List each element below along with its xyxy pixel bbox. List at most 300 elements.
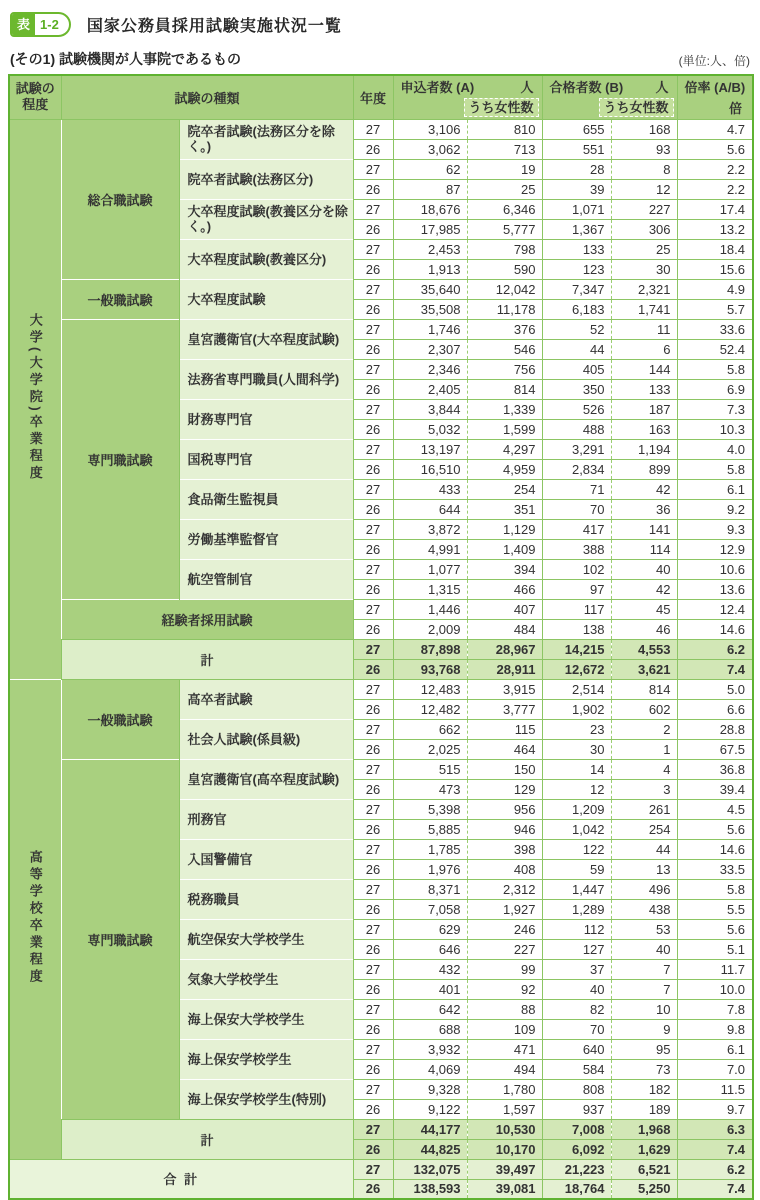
ratio-cell: 33.6: [677, 319, 753, 339]
exam-name-cell: 労働基準監督官: [179, 519, 353, 559]
ratio-cell: 6.1: [677, 479, 753, 499]
ratio-cell: 5.5: [677, 899, 753, 919]
passers-cell: 1,209: [542, 799, 611, 819]
passers-cell: 7,347: [542, 279, 611, 299]
passers-cell: 12,672: [542, 659, 611, 679]
applicants-female-cell: 3,777: [467, 699, 542, 719]
applicants-cell: 629: [393, 919, 467, 939]
category-cell: 専門職試験: [61, 319, 179, 599]
applicants-female-cell: 1,780: [467, 1079, 542, 1099]
ratio-cell: 6.2: [677, 639, 753, 659]
passers-cell: 350: [542, 379, 611, 399]
passers-female-label: うち女性数: [599, 98, 674, 117]
ratio-cell: 67.5: [677, 739, 753, 759]
col-header-level: 試験の程度: [9, 75, 61, 119]
title-bar: [10, 12, 750, 37]
year-cell: 27: [353, 959, 393, 979]
table-row: [9, 759, 753, 779]
applicants-female-cell: 88: [467, 999, 542, 1019]
table-subtitle: (その1) 試験機関が人事院であるもの: [10, 51, 241, 67]
year-cell: 26: [353, 379, 393, 399]
subtotal-label: 計: [61, 1119, 353, 1159]
applicants-cell: 93,768: [393, 659, 467, 679]
ratio-cell: 5.8: [677, 359, 753, 379]
passers-cell: 808: [542, 1079, 611, 1099]
passers-cell: 39: [542, 179, 611, 199]
applicants-female-cell: 19: [467, 159, 542, 179]
passers-female-cell: 42: [611, 479, 677, 499]
applicants-female-cell: 227: [467, 939, 542, 959]
passers-female-cell: 4: [611, 759, 677, 779]
exam-name-cell: 法務省専門職員(人間科学): [179, 359, 353, 399]
passers-female-cell: 93: [611, 139, 677, 159]
passers-unit: 人: [655, 80, 669, 96]
applicants-cell: 2,346: [393, 359, 467, 379]
applicants-cell: 2,453: [393, 239, 467, 259]
passers-female-cell: 182: [611, 1079, 677, 1099]
passers-cell: 28: [542, 159, 611, 179]
passers-cell: 6,092: [542, 1139, 611, 1159]
passers-female-cell: 496: [611, 879, 677, 899]
ratio-cell: 52.4: [677, 339, 753, 359]
passers-female-cell: 163: [611, 419, 677, 439]
passers-female-cell: 12: [611, 179, 677, 199]
applicants-female-cell: 28,967: [467, 639, 542, 659]
applicants-female-cell: 471: [467, 1039, 542, 1059]
col-header-applicants: [393, 75, 542, 119]
page-title: 国家公務員採用試験実施状況一覧: [86, 18, 342, 35]
exam-name-cell: 院卒者試験(法務区分): [179, 159, 353, 199]
year-cell: 27: [353, 1119, 393, 1139]
ratio-cell: 2.2: [677, 159, 753, 179]
ratio-cell: 7.4: [677, 1179, 753, 1199]
subtotal-row: [9, 639, 753, 659]
category-cell: 一般職試験: [61, 279, 179, 319]
ratio-cell: 10.3: [677, 419, 753, 439]
applicants-cell: 644: [393, 499, 467, 519]
ratio-cell: 9.2: [677, 499, 753, 519]
ratio-cell: 4.0: [677, 439, 753, 459]
applicants-female-label: うち女性数: [464, 98, 539, 117]
passers-cell: 133: [542, 239, 611, 259]
passers-cell: 52: [542, 319, 611, 339]
exam-name-cell: 食品衛生監視員: [179, 479, 353, 519]
subtitle-bar: [10, 49, 750, 69]
ratio-cell: 10.0: [677, 979, 753, 999]
passers-cell: 37: [542, 959, 611, 979]
applicants-cell: 12,483: [393, 679, 467, 699]
ratio-cell: 14.6: [677, 619, 753, 639]
ratio-cell: 11.7: [677, 959, 753, 979]
applicants-female-cell: 376: [467, 319, 542, 339]
exam-name-cell: 大卒程度試験(教養区分を除く。): [179, 199, 353, 239]
passers-cell: 640: [542, 1039, 611, 1059]
applicants-cell: 646: [393, 939, 467, 959]
passers-female-cell: 2: [611, 719, 677, 739]
applicants-female-cell: 5,777: [467, 219, 542, 239]
table-row: [9, 679, 753, 699]
year-cell: 27: [353, 879, 393, 899]
applicants-unit: 人: [520, 80, 534, 96]
passers-cell: 12: [542, 779, 611, 799]
year-cell: 26: [353, 1019, 393, 1039]
ratio-cell: 6.3: [677, 1119, 753, 1139]
applicants-female-cell: 11,178: [467, 299, 542, 319]
passers-female-cell: 133: [611, 379, 677, 399]
applicants-cell: 138,593: [393, 1179, 467, 1199]
applicants-female-cell: 3,915: [467, 679, 542, 699]
applicants-female-cell: 10,170: [467, 1139, 542, 1159]
passers-female-cell: 53: [611, 919, 677, 939]
applicants-female-cell: 10,530: [467, 1119, 542, 1139]
passers-female-cell: 10: [611, 999, 677, 1019]
passers-female-cell: 168: [611, 119, 677, 139]
passers-cell: 59: [542, 859, 611, 879]
applicants-cell: 5,032: [393, 419, 467, 439]
passers-cell: 1,042: [542, 819, 611, 839]
year-cell: 27: [353, 839, 393, 859]
passers-female-cell: 6: [611, 339, 677, 359]
passers-female-cell: 40: [611, 939, 677, 959]
ratio-cell: 4.9: [677, 279, 753, 299]
passers-female-cell: 602: [611, 699, 677, 719]
passers-cell: 1,289: [542, 899, 611, 919]
applicants-female-cell: 246: [467, 919, 542, 939]
year-cell: 26: [353, 1179, 393, 1199]
year-cell: 27: [353, 519, 393, 539]
subtotal-row: [9, 1119, 753, 1139]
passers-female-cell: 254: [611, 819, 677, 839]
ratio-cell: 39.4: [677, 779, 753, 799]
passers-cell: 71: [542, 479, 611, 499]
ratio-cell: 6.9: [677, 379, 753, 399]
applicants-cell: 132,075: [393, 1159, 467, 1179]
table-row: [9, 279, 753, 299]
ratio-cell: 5.6: [677, 919, 753, 939]
applicants-female-cell: 25: [467, 179, 542, 199]
year-cell: 27: [353, 159, 393, 179]
ratio-cell: 6.1: [677, 1039, 753, 1059]
passers-cell: 417: [542, 519, 611, 539]
applicants-cell: 3,106: [393, 119, 467, 139]
ratio-cell: 9.7: [677, 1099, 753, 1119]
exam-name-cell: 航空管制官: [179, 559, 353, 599]
badge-number: 1-2: [40, 17, 59, 32]
applicants-cell: 3,062: [393, 139, 467, 159]
passers-female-cell: 1: [611, 739, 677, 759]
passers-cell: 584: [542, 1059, 611, 1079]
applicants-female-cell: 408: [467, 859, 542, 879]
applicants-cell: 9,328: [393, 1079, 467, 1099]
year-cell: 27: [353, 479, 393, 499]
year-cell: 26: [353, 619, 393, 639]
applicants-cell: 44,825: [393, 1139, 467, 1159]
applicants-female-cell: 1,339: [467, 399, 542, 419]
applicants-female-cell: 1,409: [467, 539, 542, 559]
year-cell: 26: [353, 899, 393, 919]
table-number-badge: [10, 12, 71, 37]
ratio-cell: 4.7: [677, 119, 753, 139]
applicants-female-cell: 39,081: [467, 1179, 542, 1199]
applicants-cell: 1,746: [393, 319, 467, 339]
ratio-cell: 18.4: [677, 239, 753, 259]
year-cell: 26: [353, 579, 393, 599]
exam-name-cell: 財務専門官: [179, 399, 353, 439]
ratio-cell: 6.6: [677, 699, 753, 719]
unit-note: (単位:人、倍): [678, 54, 750, 68]
ratio-cell: 7.4: [677, 1139, 753, 1159]
applicants-cell: 18,676: [393, 199, 467, 219]
passers-cell: 7,008: [542, 1119, 611, 1139]
exam-name-cell: 院卒者試験(法務区分を除く。): [179, 119, 353, 159]
passers-female-cell: 7: [611, 959, 677, 979]
passers-cell: 44: [542, 339, 611, 359]
applicants-cell: 35,640: [393, 279, 467, 299]
year-cell: 27: [353, 1159, 393, 1179]
passers-female-cell: 44: [611, 839, 677, 859]
ratio-cell: 13.2: [677, 219, 753, 239]
applicants-cell: 3,844: [393, 399, 467, 419]
applicants-female-cell: 798: [467, 239, 542, 259]
year-cell: 27: [353, 399, 393, 419]
passers-cell: 122: [542, 839, 611, 859]
year-cell: 26: [353, 819, 393, 839]
applicants-female-cell: 4,959: [467, 459, 542, 479]
passers-cell: 112: [542, 919, 611, 939]
passers-female-cell: 73: [611, 1059, 677, 1079]
passers-female-cell: 42: [611, 579, 677, 599]
ratio-cell: 28.8: [677, 719, 753, 739]
ratio-cell: 12.9: [677, 539, 753, 559]
col-header-ratio: [677, 75, 753, 119]
passers-cell: 23: [542, 719, 611, 739]
badge-prefix: 表: [12, 14, 35, 35]
passers-cell: 117: [542, 599, 611, 619]
applicants-female-cell: 946: [467, 819, 542, 839]
passers-female-cell: 814: [611, 679, 677, 699]
exam-name-cell: 海上保安学校学生(特別): [179, 1079, 353, 1119]
category-wide-cell: 経験者採用試験: [61, 599, 353, 639]
ratio-cell: 5.7: [677, 299, 753, 319]
applicants-female-cell: 109: [467, 1019, 542, 1039]
ratio-cell: 7.8: [677, 999, 753, 1019]
ratio-cell: 7.3: [677, 399, 753, 419]
year-cell: 26: [353, 1059, 393, 1079]
passers-female-cell: 8: [611, 159, 677, 179]
applicants-female-cell: 351: [467, 499, 542, 519]
passers-cell: 102: [542, 559, 611, 579]
exam-name-cell: 海上保安大学校学生: [179, 999, 353, 1039]
ratio-label: 倍率 (A/B): [684, 80, 746, 96]
ratio-cell: 5.6: [677, 139, 753, 159]
applicants-female-cell: 466: [467, 579, 542, 599]
year-cell: 26: [353, 459, 393, 479]
passers-cell: 6,183: [542, 299, 611, 319]
applicants-cell: 5,885: [393, 819, 467, 839]
passers-cell: 70: [542, 499, 611, 519]
applicants-female-cell: 394: [467, 559, 542, 579]
ratio-cell: 7.4: [677, 659, 753, 679]
passers-cell: 30: [542, 739, 611, 759]
applicants-cell: 433: [393, 479, 467, 499]
applicants-cell: 1,446: [393, 599, 467, 619]
exam-name-cell: 社会人試験(係員級): [179, 719, 353, 759]
year-cell: 26: [353, 779, 393, 799]
year-cell: 27: [353, 759, 393, 779]
passers-female-cell: 3: [611, 779, 677, 799]
applicants-cell: 3,932: [393, 1039, 467, 1059]
exam-name-cell: 皇宮護衛官(高卒程度試験): [179, 759, 353, 799]
applicants-cell: 1,976: [393, 859, 467, 879]
passers-cell: 127: [542, 939, 611, 959]
passers-cell: 1,902: [542, 699, 611, 719]
ratio-cell: 9.8: [677, 1019, 753, 1039]
year-cell: 26: [353, 259, 393, 279]
ratio-cell: 4.5: [677, 799, 753, 819]
passers-female-cell: 40: [611, 559, 677, 579]
passers-cell: 655: [542, 119, 611, 139]
table-row: [9, 119, 753, 139]
applicants-cell: 62: [393, 159, 467, 179]
exam-name-cell: 刑務官: [179, 799, 353, 839]
passers-cell: 14,215: [542, 639, 611, 659]
year-cell: 27: [353, 599, 393, 619]
passers-cell: 21,223: [542, 1159, 611, 1179]
year-cell: 27: [353, 999, 393, 1019]
table-row: [9, 319, 753, 339]
applicants-female-cell: 115: [467, 719, 542, 739]
year-cell: 26: [353, 859, 393, 879]
applicants-cell: 1,913: [393, 259, 467, 279]
ratio-cell: 36.8: [677, 759, 753, 779]
applicants-cell: 1,785: [393, 839, 467, 859]
level-label: 大学(大学院)卒業程度: [27, 312, 43, 483]
ratio-cell: 9.3: [677, 519, 753, 539]
applicants-female-cell: 1,927: [467, 899, 542, 919]
exam-name-cell: 高卒者試験: [179, 679, 353, 719]
passers-cell: 138: [542, 619, 611, 639]
applicants-cell: 2,009: [393, 619, 467, 639]
passers-female-cell: 5,250: [611, 1179, 677, 1199]
applicants-cell: 13,197: [393, 439, 467, 459]
table-body: [9, 119, 753, 1199]
exam-results-table: [8, 74, 754, 1200]
passers-cell: 14: [542, 759, 611, 779]
year-cell: 26: [353, 539, 393, 559]
passers-female-cell: 45: [611, 599, 677, 619]
year-cell: 27: [353, 1039, 393, 1059]
year-cell: 26: [353, 939, 393, 959]
passers-female-cell: 30: [611, 259, 677, 279]
applicants-cell: 9,122: [393, 1099, 467, 1119]
exam-name-cell: 税務職員: [179, 879, 353, 919]
ratio-cell: 2.2: [677, 179, 753, 199]
applicants-cell: 473: [393, 779, 467, 799]
applicants-female-cell: 150: [467, 759, 542, 779]
applicants-cell: 662: [393, 719, 467, 739]
passers-cell: 82: [542, 999, 611, 1019]
col-header-passers: [542, 75, 677, 119]
ratio-cell: 10.6: [677, 559, 753, 579]
exam-name-cell: 皇宮護衛官(大卒程度試験): [179, 319, 353, 359]
passers-female-cell: 7: [611, 979, 677, 999]
applicants-female-cell: 484: [467, 619, 542, 639]
year-cell: 27: [353, 679, 393, 699]
applicants-female-cell: 810: [467, 119, 542, 139]
category-cell: 専門職試験: [61, 759, 179, 1119]
ratio-cell: 15.6: [677, 259, 753, 279]
exam-name-cell: 大卒程度試験: [179, 279, 353, 319]
col-header-kind: 試験の種類: [61, 75, 353, 119]
year-cell: 27: [353, 559, 393, 579]
passers-female-cell: 141: [611, 519, 677, 539]
passers-female-cell: 187: [611, 399, 677, 419]
exam-name-cell: 入国警備官: [179, 839, 353, 879]
passers-cell: 551: [542, 139, 611, 159]
year-cell: 27: [353, 199, 393, 219]
passers-female-cell: 899: [611, 459, 677, 479]
applicants-female-cell: 398: [467, 839, 542, 859]
year-cell: 26: [353, 739, 393, 759]
applicants-female-cell: 39,497: [467, 1159, 542, 1179]
applicants-cell: 35,508: [393, 299, 467, 319]
applicants-female-cell: 92: [467, 979, 542, 999]
level-cell: [9, 679, 61, 1159]
grand-total-label: 合 計: [9, 1159, 353, 1199]
passers-cell: 123: [542, 259, 611, 279]
applicants-female-cell: 1,129: [467, 519, 542, 539]
passers-cell: 18,764: [542, 1179, 611, 1199]
year-cell: 27: [353, 639, 393, 659]
passers-female-cell: 114: [611, 539, 677, 559]
passers-cell: 388: [542, 539, 611, 559]
applicants-cell: 2,025: [393, 739, 467, 759]
ratio-unit: 倍: [729, 101, 743, 117]
passers-female-cell: 1,194: [611, 439, 677, 459]
passers-female-cell: 3,621: [611, 659, 677, 679]
exam-name-cell: 海上保安学校学生: [179, 1039, 353, 1079]
passers-label: 合格者数 (B): [549, 80, 624, 96]
passers-cell: 2,514: [542, 679, 611, 699]
passers-cell: 488: [542, 419, 611, 439]
applicants-female-cell: 129: [467, 779, 542, 799]
passers-female-cell: 6,521: [611, 1159, 677, 1179]
year-cell: 27: [353, 799, 393, 819]
year-cell: 26: [353, 419, 393, 439]
ratio-cell: 5.1: [677, 939, 753, 959]
passers-cell: 1,447: [542, 879, 611, 899]
year-cell: 27: [353, 279, 393, 299]
applicants-female-cell: 1,597: [467, 1099, 542, 1119]
applicants-female-cell: 28,911: [467, 659, 542, 679]
applicants-cell: 1,315: [393, 579, 467, 599]
applicants-label: 申込者数 (A): [400, 80, 475, 96]
year-cell: 26: [353, 339, 393, 359]
ratio-cell: 5.8: [677, 879, 753, 899]
passers-female-cell: 1,629: [611, 1139, 677, 1159]
passers-cell: 3,291: [542, 439, 611, 459]
ratio-cell: 14.6: [677, 839, 753, 859]
applicants-female-cell: 713: [467, 139, 542, 159]
year-cell: 26: [353, 699, 393, 719]
passers-female-cell: 189: [611, 1099, 677, 1119]
year-cell: 26: [353, 1099, 393, 1119]
exam-name-cell: 大卒程度試験(教養区分): [179, 239, 353, 279]
ratio-cell: 5.6: [677, 819, 753, 839]
passers-cell: 40: [542, 979, 611, 999]
applicants-cell: 401: [393, 979, 467, 999]
applicants-cell: 8,371: [393, 879, 467, 899]
